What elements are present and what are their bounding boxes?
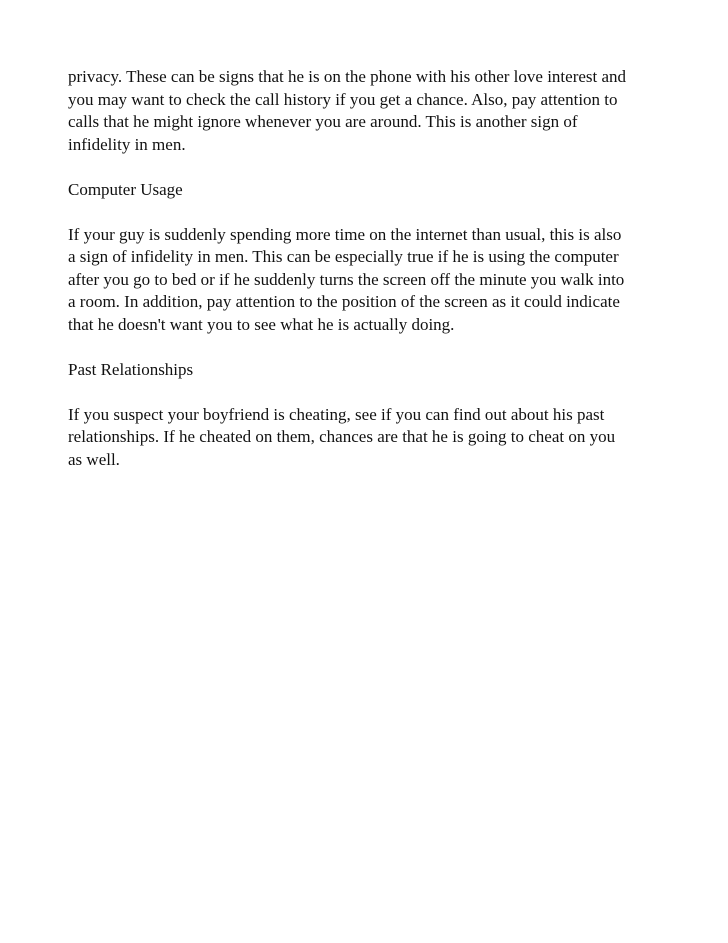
- text-line: you may want to check the call history if you get a chance. Also, pay attention to: [68, 89, 618, 109]
- text-line: If you suspect your boyfriend is cheating, see if you can find out about his past: [68, 404, 605, 424]
- text-line: infidelity in men.: [68, 134, 186, 154]
- text-line: privacy. These can be signs that he is on the phone with his other love interest and: [68, 67, 627, 86]
- paragraph-computer-usage: [68, 224, 668, 337]
- paragraph-past-relationships: [68, 404, 668, 472]
- section-heading-past-relationships: [68, 359, 668, 382]
- text-line: after you go to bed or if he suddenly turns the screen off the minute you walk into: [68, 269, 625, 289]
- text-line: calls that he might ignore whenever you are around. This is another sign of: [68, 112, 578, 131]
- text-line: a sign of infidelity in men. This can be especially true if he is using the computer: [68, 247, 619, 266]
- paragraph-privacy: [68, 66, 668, 156]
- text-line: that he doesn't want you to see what he is actually doing.: [68, 314, 455, 334]
- heading-text: Computer Usage: [68, 179, 183, 199]
- document-body: [68, 66, 668, 494]
- heading-text: Past Relationships: [68, 359, 194, 379]
- text-line: If your guy is suddenly spending more time on the internet than usual, this is also: [68, 224, 622, 244]
- text-line: a room. In addition, pay attention to the position of the screen as it could indicate: [68, 292, 620, 311]
- text-line: as well.: [68, 449, 120, 469]
- section-heading-computer-usage: [68, 179, 668, 202]
- text-line: relationships. If he cheated on them, chances are that he is going to cheat on you: [68, 427, 616, 446]
